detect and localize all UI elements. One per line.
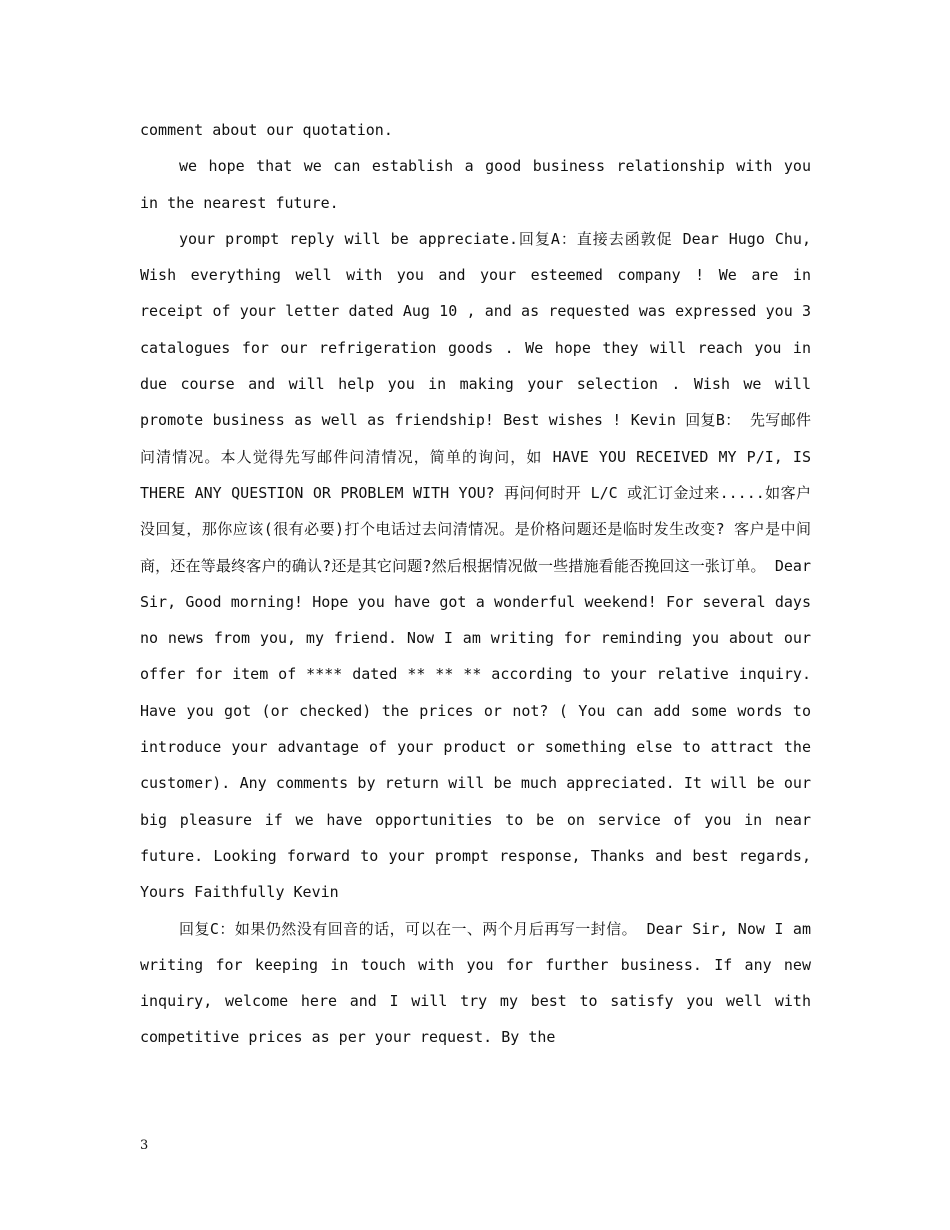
paragraph-relationship: we hope that we can establish a good business relationship with you in the nearest future. <box>140 157 811 212</box>
page-number: 3 <box>140 1138 149 1153</box>
document-body <box>140 112 811 1056</box>
paragraph-reply-c: 回复C：如果仍然没有回音的话，可以在一、两个月后再写一封信。 Dear Sir, Now I am writing for keeping in touch with you for further business. If any new inquiry, welcome here and I will try my best to satisfy you well with competitive prices as per your request. By the <box>140 919 811 1047</box>
paragraph-replies-a-b: your prompt reply will be appreciate.回复A：直接去函敦促 Dear Hugo Chu, Wish everything well with you and your esteemed company ! We are in receipt of your letter dated Aug 10 , and as requested was expressed you 3 catalogues for our refrigeration goods . We hope they will reach you in due course and will help you in making your selection . Wish we will promote business as well as friendship! Best wishes ! Kevin 回复B： 先写邮件问清情况。本人觉得先写邮件问清情况，简单的询问，如 HAVE YOU RECEIVED MY P/I, IS THERE ANY QUESTION OR PROBLEM WITH YOU? 再问何时开 L/C 或汇订金过来.....如客户没回复，那你应该(很有必要)打个电话过去问清情况。是价格问题还是临时发生改变? 客户是中间商，还在等最终客户的确认?还是其它问题?然后根据情况做一些措施看能否挽回这一张订单。 Dear Sir, Good morning! Hope you have got a wonderful weekend! For several days no news from you, my friend. Now I am writing for reminding you about our offer for item of **** dated ** ** ** according to your relative inquiry. Have you got (or checked) the prices or not? ( You can add some words to introduce your advantage of your product or something else to attract the customer). Any comments by return will be much appreciated. It will be our big pleasure if we have opportunities to be on service of you in near future. Looking forward to your prompt response, Thanks and best regards, Yours Faithfully Kevin <box>140 229 811 902</box>
paragraph-continuation: comment about our quotation. <box>140 121 393 139</box>
